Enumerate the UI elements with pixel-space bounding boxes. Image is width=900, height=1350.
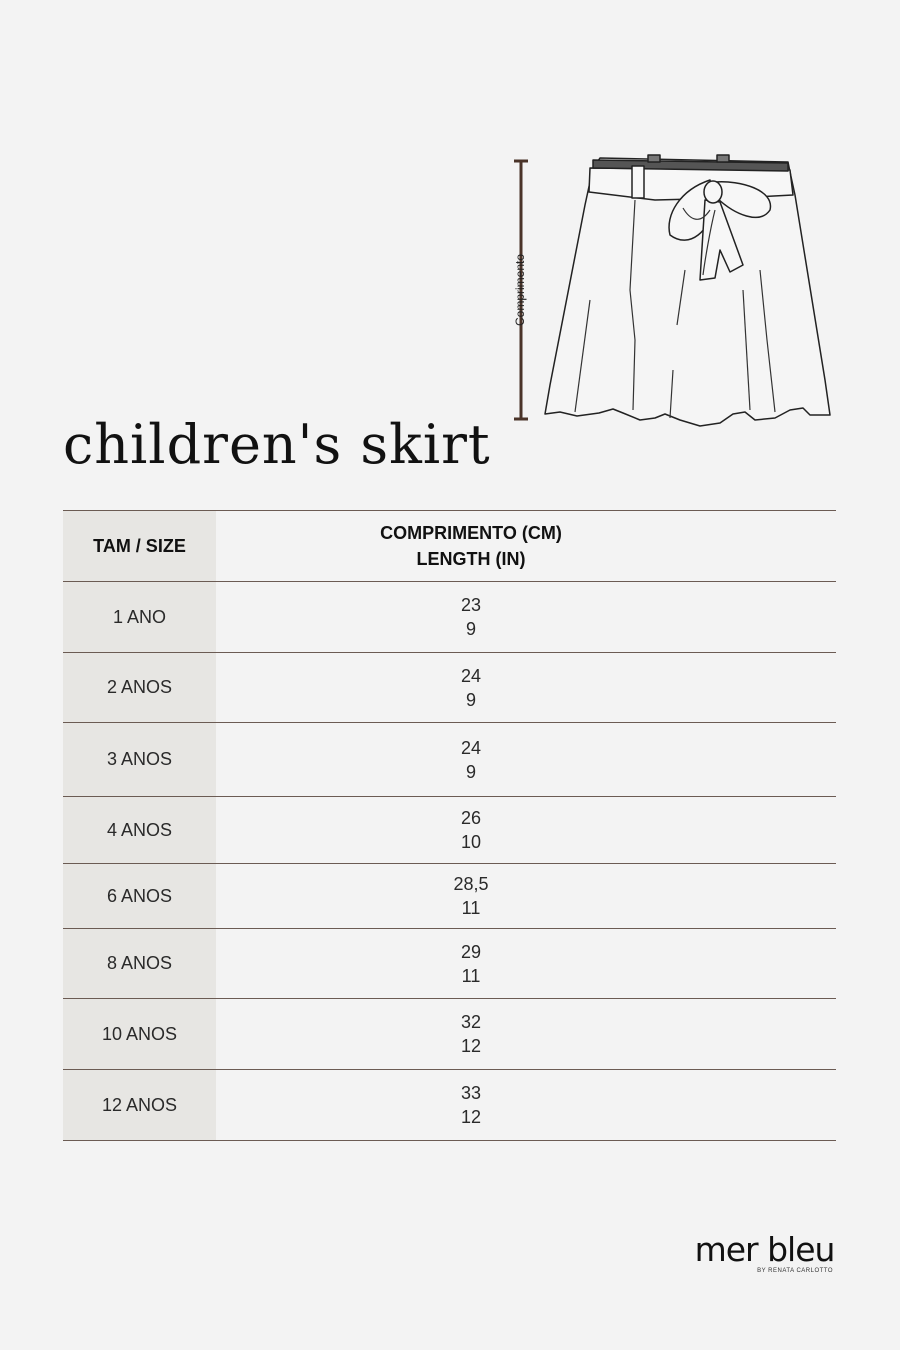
skirt-illustration — [505, 150, 845, 440]
brand-tagline: BY RENATA CARLOTTO — [757, 1268, 833, 1275]
length-in-value: 9 — [465, 761, 476, 782]
length-in-value: 11 — [461, 898, 481, 918]
size-cell: 8 ANOS — [63, 929, 216, 999]
length-cm-value: 23 — [460, 595, 482, 615]
table-row — [63, 653, 836, 723]
brand-name: mer bleu — [694, 1230, 835, 1269]
length-cm-value: 33 — [460, 1083, 482, 1103]
length-cell — [216, 1070, 836, 1141]
table-row — [63, 723, 836, 797]
table-row — [63, 797, 836, 864]
length-in-value: 11 — [461, 965, 481, 986]
length-in-value: 12 — [460, 1107, 482, 1127]
page-title: children's skirt — [63, 413, 491, 476]
table-row — [63, 929, 836, 999]
length-cm-value: 32 — [460, 1012, 482, 1032]
length-cell — [216, 929, 836, 999]
length-cell — [216, 653, 836, 723]
length-in-value: 12 — [460, 1036, 482, 1056]
size-cell: 12 ANOS — [63, 1070, 216, 1141]
table-header-row — [63, 511, 836, 582]
size-cell: 4 ANOS — [63, 797, 216, 864]
table-row — [63, 999, 836, 1070]
brand-logo — [692, 1232, 837, 1274]
size-cell: 1 ANO — [63, 582, 216, 653]
size-chart-table — [63, 510, 836, 1141]
length-cm-value: 26 — [460, 808, 482, 828]
length-in-header: LENGTH (IN) — [416, 549, 526, 569]
length-cm-value: 24 — [460, 665, 482, 686]
size-column-header: TAM / SIZE — [63, 511, 216, 582]
length-cell — [216, 582, 836, 653]
length-cell — [216, 864, 836, 929]
size-cell: 10 ANOS — [63, 999, 216, 1070]
table-row — [63, 864, 836, 929]
length-measure-label: Comprimento — [513, 253, 527, 327]
length-in-value: 9 — [465, 689, 476, 710]
size-cell: 3 ANOS — [63, 723, 216, 797]
length-in-value: 9 — [465, 619, 476, 639]
length-column-header — [216, 511, 836, 582]
length-cm-header: COMPRIMENTO (CM) — [380, 523, 562, 543]
size-cell: 2 ANOS — [63, 653, 216, 723]
table-row — [63, 582, 836, 653]
length-cm-value: 28,5 — [453, 874, 489, 894]
length-cm-value: 24 — [460, 737, 482, 758]
length-in-value: 10 — [460, 832, 482, 852]
length-cell — [216, 723, 836, 797]
table-row — [63, 1070, 836, 1141]
size-cell: 6 ANOS — [63, 864, 216, 929]
length-cm-value: 29 — [460, 941, 482, 962]
length-cell — [216, 797, 836, 864]
length-cell — [216, 999, 836, 1070]
